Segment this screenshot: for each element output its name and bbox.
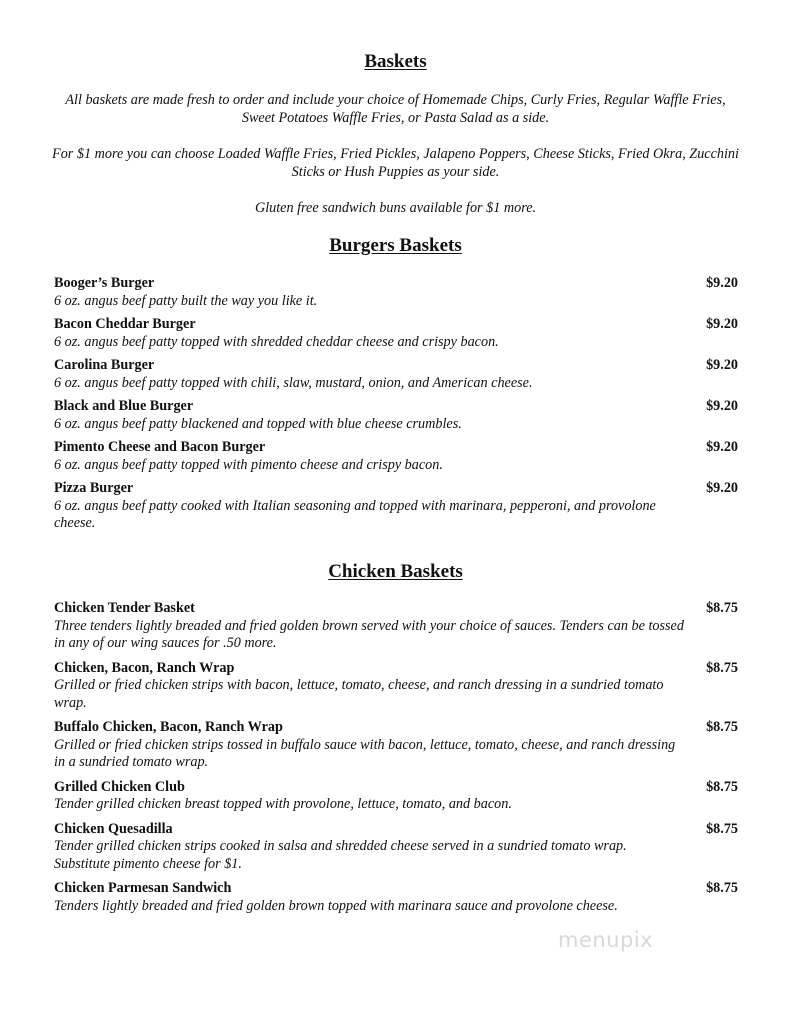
- item-name: Black and Blue Burger: [54, 398, 194, 414]
- item-price: $8.75: [706, 659, 738, 676]
- item-price: $9.20: [706, 480, 738, 496]
- item-price: $9.20: [706, 398, 738, 414]
- item-price: $9.20: [706, 357, 738, 373]
- item-description: Tender grilled chicken breast topped with provolone, lettuce, tomato, and bacon.: [54, 796, 512, 812]
- chicken-heading-wrap: [0, 561, 791, 583]
- item-description: Grilled or fried chicken strips with bacon, lettuce, tomato, cheese, and ranch dressing in a sundried tomato wrap.: [54, 677, 664, 711]
- item-price: $9.20: [706, 316, 738, 332]
- item-price: $8.75: [706, 880, 738, 896]
- menu-item: [54, 821, 738, 874]
- item-description: 6 oz. angus beef patty topped with pimento cheese and crispy bacon.: [54, 456, 443, 473]
- item-name: Pimento Cheese and Bacon Burger: [54, 439, 266, 455]
- menu-item: [54, 480, 738, 533]
- item-price: $8.75: [706, 719, 738, 735]
- item-name: Chicken Quesadilla: [54, 820, 173, 837]
- item-description: Tender grilled chicken strips cooked in salsa and shredded cheese served in a sundried tomato wrap. Substitute pimento cheese for $1.: [54, 838, 627, 872]
- item-name: Chicken, Bacon, Ranch Wrap: [54, 659, 235, 676]
- item-name: Bacon Cheddar Burger: [54, 316, 196, 332]
- item-price: $9.20: [706, 439, 738, 455]
- item-name: Chicken Tender Basket: [54, 600, 195, 616]
- menu-item: [54, 779, 738, 814]
- item-name: Pizza Burger: [54, 480, 134, 496]
- item-name: Grilled Chicken Club: [54, 778, 185, 795]
- item-description: Tenders lightly breaded and fried golden brown topped with marinara sauce and provolone cheese.: [54, 897, 618, 914]
- item-description: 6 oz. angus beef patty cooked with Italian seasoning and topped with marinara, pepperoni, and provolone cheese.: [54, 497, 656, 531]
- item-price: $8.75: [706, 778, 738, 795]
- menu-item: [54, 719, 738, 772]
- item-name: Carolina Burger: [54, 357, 155, 373]
- item-name: Chicken Parmesan Sandwich: [54, 880, 232, 896]
- item-name: Buffalo Chicken, Bacon, Ranch Wrap: [54, 719, 283, 735]
- baskets-intro-gluten: Gluten free sandwich buns available for $1 more.: [254, 200, 537, 216]
- item-description: 6 oz. angus beef patty topped with shredded cheddar cheese and crispy bacon.: [54, 333, 499, 350]
- baskets-intro-sides: All baskets are made fresh to order and include your choice of Homemade Chips, Curly Fries, Regular Waffle Fries, Sweet Potatoes Waffle Fries, or Pasta Salad as a side.: [65, 92, 726, 126]
- menupix-watermark: menupix: [558, 928, 654, 952]
- item-description: 6 oz. angus beef patty built the way you like it.: [54, 292, 318, 309]
- item-price: $9.20: [706, 275, 738, 291]
- baskets-heading-wrap: [0, 51, 791, 73]
- menu-item: [54, 880, 738, 915]
- menu-item: [54, 316, 738, 351]
- baskets-intro: [40, 92, 751, 218]
- item-description: Grilled or fried chicken strips tossed in buffalo sauce with bacon, lettuce, tomato, cheese, and ranch dressing in a sundried tomato wrap.: [54, 736, 676, 770]
- baskets-heading: Baskets: [364, 51, 427, 72]
- menu-item: [54, 660, 738, 713]
- menu-item: [54, 439, 738, 474]
- menu-item: [54, 398, 738, 433]
- item-description: 6 oz. angus beef patty topped with chili, slaw, mustard, onion, and American cheese.: [54, 374, 533, 391]
- burgers-list: [54, 275, 738, 533]
- menu-item: [54, 600, 738, 653]
- item-description: Three tenders lightly breaded and fried golden brown served with your choice of sauces. Tenders can be tossed in any of our wing sauces for .50 more.: [54, 617, 684, 651]
- chicken-list: [54, 600, 738, 915]
- item-price: $8.75: [706, 820, 738, 837]
- baskets-intro-upgrades: For $1 more you can choose Loaded Waffle Fries, Fried Pickles, Jalapeno Poppers, Cheese Sticks, Fried Okra, Zucchini Sticks or Hush Puppies as your side.: [52, 146, 739, 180]
- item-name: Booger’s Burger: [54, 275, 155, 291]
- chicken-heading: Chicken Baskets: [328, 561, 463, 582]
- menu-item: [54, 275, 738, 310]
- burgers-heading-wrap: [0, 235, 791, 257]
- item-description: 6 oz. angus beef patty blackened and topped with blue cheese crumbles.: [54, 415, 462, 432]
- burgers-heading: Burgers Baskets: [329, 235, 462, 256]
- item-price: $8.75: [706, 600, 738, 616]
- menu-item: [54, 357, 738, 392]
